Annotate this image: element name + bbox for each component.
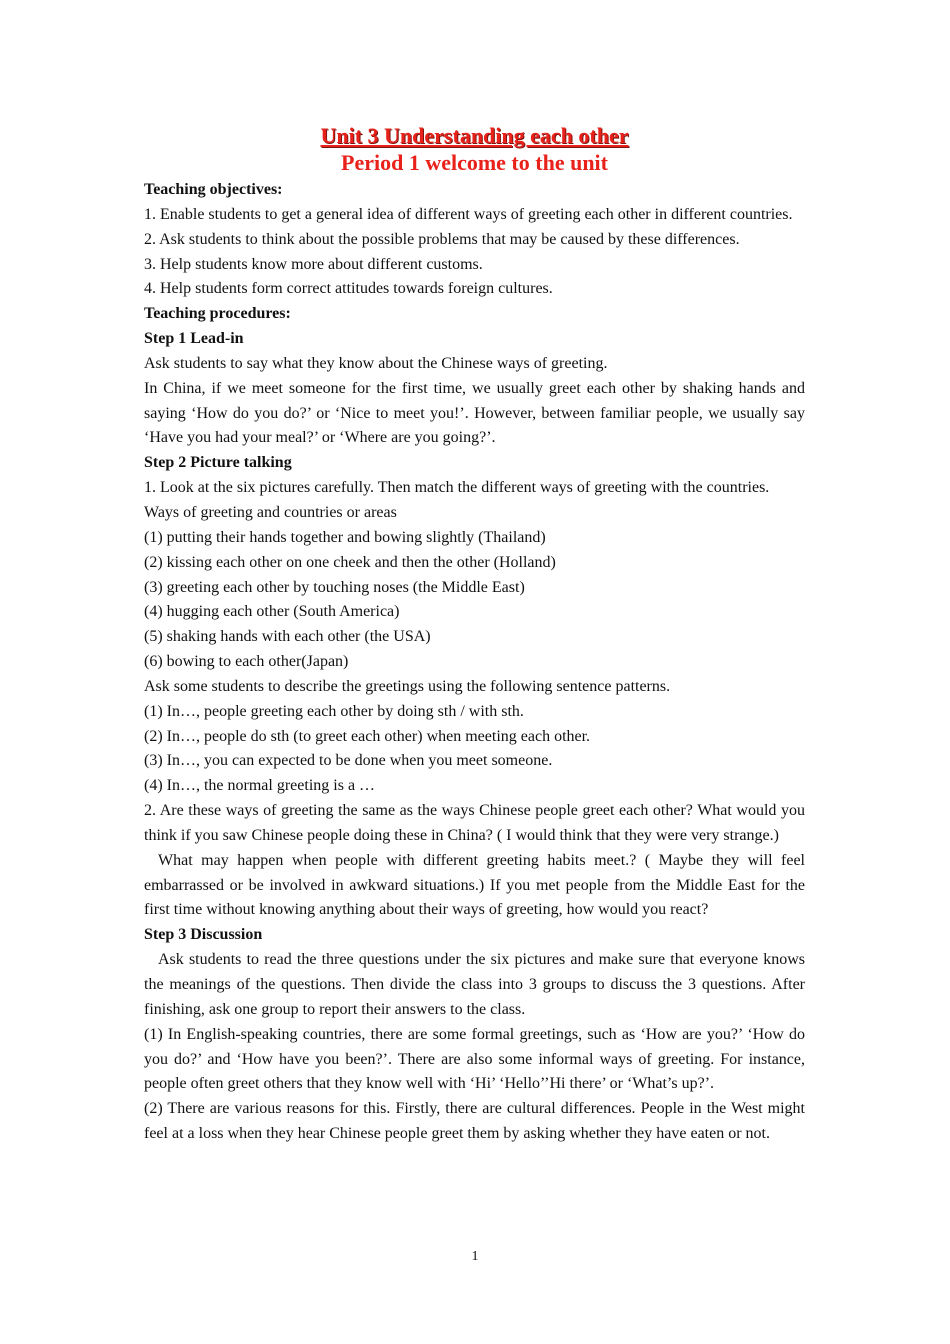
greeting-way-item: (6) bowing to each other(Japan) — [144, 653, 349, 671]
step3-heading: Step 3 Discussion — [144, 926, 263, 944]
document-title: Unit 3 Understanding each other — [320, 123, 629, 148]
greeting-way-item: (4) hugging each other (South America) — [144, 603, 400, 621]
page-number: 1 — [471, 1249, 479, 1264]
step3-answer: (1) In English-speaking countries, there are some formal greetings, such as ‘How are you?’ ‘How do you do?’ and ‘How have you been?’. There are also some informal ways of greeting. For instance, people often greet others that they know well with ‘Hi’ ‘Hello’’Hi there’ or ‘What’s up?’. — [144, 1025, 805, 1093]
step2-question: 1. Look at the six pictures carefully. Then match the different ways of greeting with the countries. — [144, 479, 770, 497]
objective-item: 3. Help students know more about different customs. — [144, 255, 483, 273]
objective-item: 2. Ask students to think about the possible problems that may be caused by these differences. — [144, 230, 740, 248]
greeting-way-item: (3) greeting each other by touching noses (the Middle East) — [144, 578, 525, 596]
sentence-pattern-item: (4) In…, the normal greeting is a … — [144, 777, 376, 795]
objectives-heading: Teaching objectives: — [144, 181, 283, 198]
sentence-pattern-item: (1) In…, people greeting each other by doing sth / with sth. — [144, 702, 524, 720]
step2-question: What may happen when people with different greeting habits meet.? ( Maybe they will feel embarrassed or be involved in awkward situations.) If you met people from the Middle East for the first time without knowing anything about their ways of greeting, how would you react? — [144, 851, 805, 919]
sentence-pattern-item: (3) In…, you can expected to be done when you meet someone. — [144, 752, 553, 770]
step1-paragraph: In China, if we meet someone for the first time, we usually greet each other by shaking hands and saying ‘How do you do?’ or ‘Nice to meet you!’. However, between familiar people, we usually say ‘Have you had your meal?’ or ‘Where are you going?’. — [144, 379, 805, 447]
step2-question: 2. Are these ways of greeting the same as the ways Chinese people greet each other? What would you think if you saw Chinese people doing these in China? ( I would think that they were very strange.) — [144, 802, 805, 844]
sentence-pattern-item: (2) In…, people do sth (to greet each other) when meeting each other. — [144, 727, 591, 745]
objective-item: 1. Enable students to get a general idea of different ways of greeting each other in different countries. — [144, 205, 793, 223]
step1-paragraph: Ask students to say what they know about the Chinese ways of greeting. — [144, 354, 608, 372]
greeting-way-item: (1) putting their hands together and bowing slightly (Thailand) — [144, 528, 546, 546]
document-page — [144, 122, 805, 1147]
document-subtitle: Period 1 welcome to the unit — [341, 150, 608, 175]
step1-heading: Step 1 Lead-in — [144, 330, 244, 348]
title-block — [144, 122, 805, 176]
greeting-way-item: (5) shaking hands with each other (the USA) — [144, 628, 431, 646]
procedures-heading: Teaching procedures: — [144, 305, 291, 323]
step2-heading: Step 2 Picture talking — [144, 454, 292, 472]
patterns-intro: Ask some students to describe the greetings using the following sentence patterns. — [144, 677, 671, 695]
objective-item: 4. Help students form correct attitudes towards foreign cultures. — [144, 280, 553, 298]
step3-paragraph: Ask students to read the three questions under the six pictures and make sure that everyone knows the meanings of the questions. Then divide the class into 3 groups to discuss the 3 questions. After finishing, ask one group to report their answers to the class. — [144, 951, 805, 1018]
greeting-way-item: (2) kissing each other on one cheek and then the other (Holland) — [144, 553, 556, 571]
step3-answer: (2) There are various reasons for this. Firstly, there are cultural differences. People in the West might feel at a loss when they hear Chinese people greet them by asking whether they have eaten or not. — [144, 1100, 805, 1143]
ways-title: Ways of greeting and countries or areas — [144, 503, 397, 521]
